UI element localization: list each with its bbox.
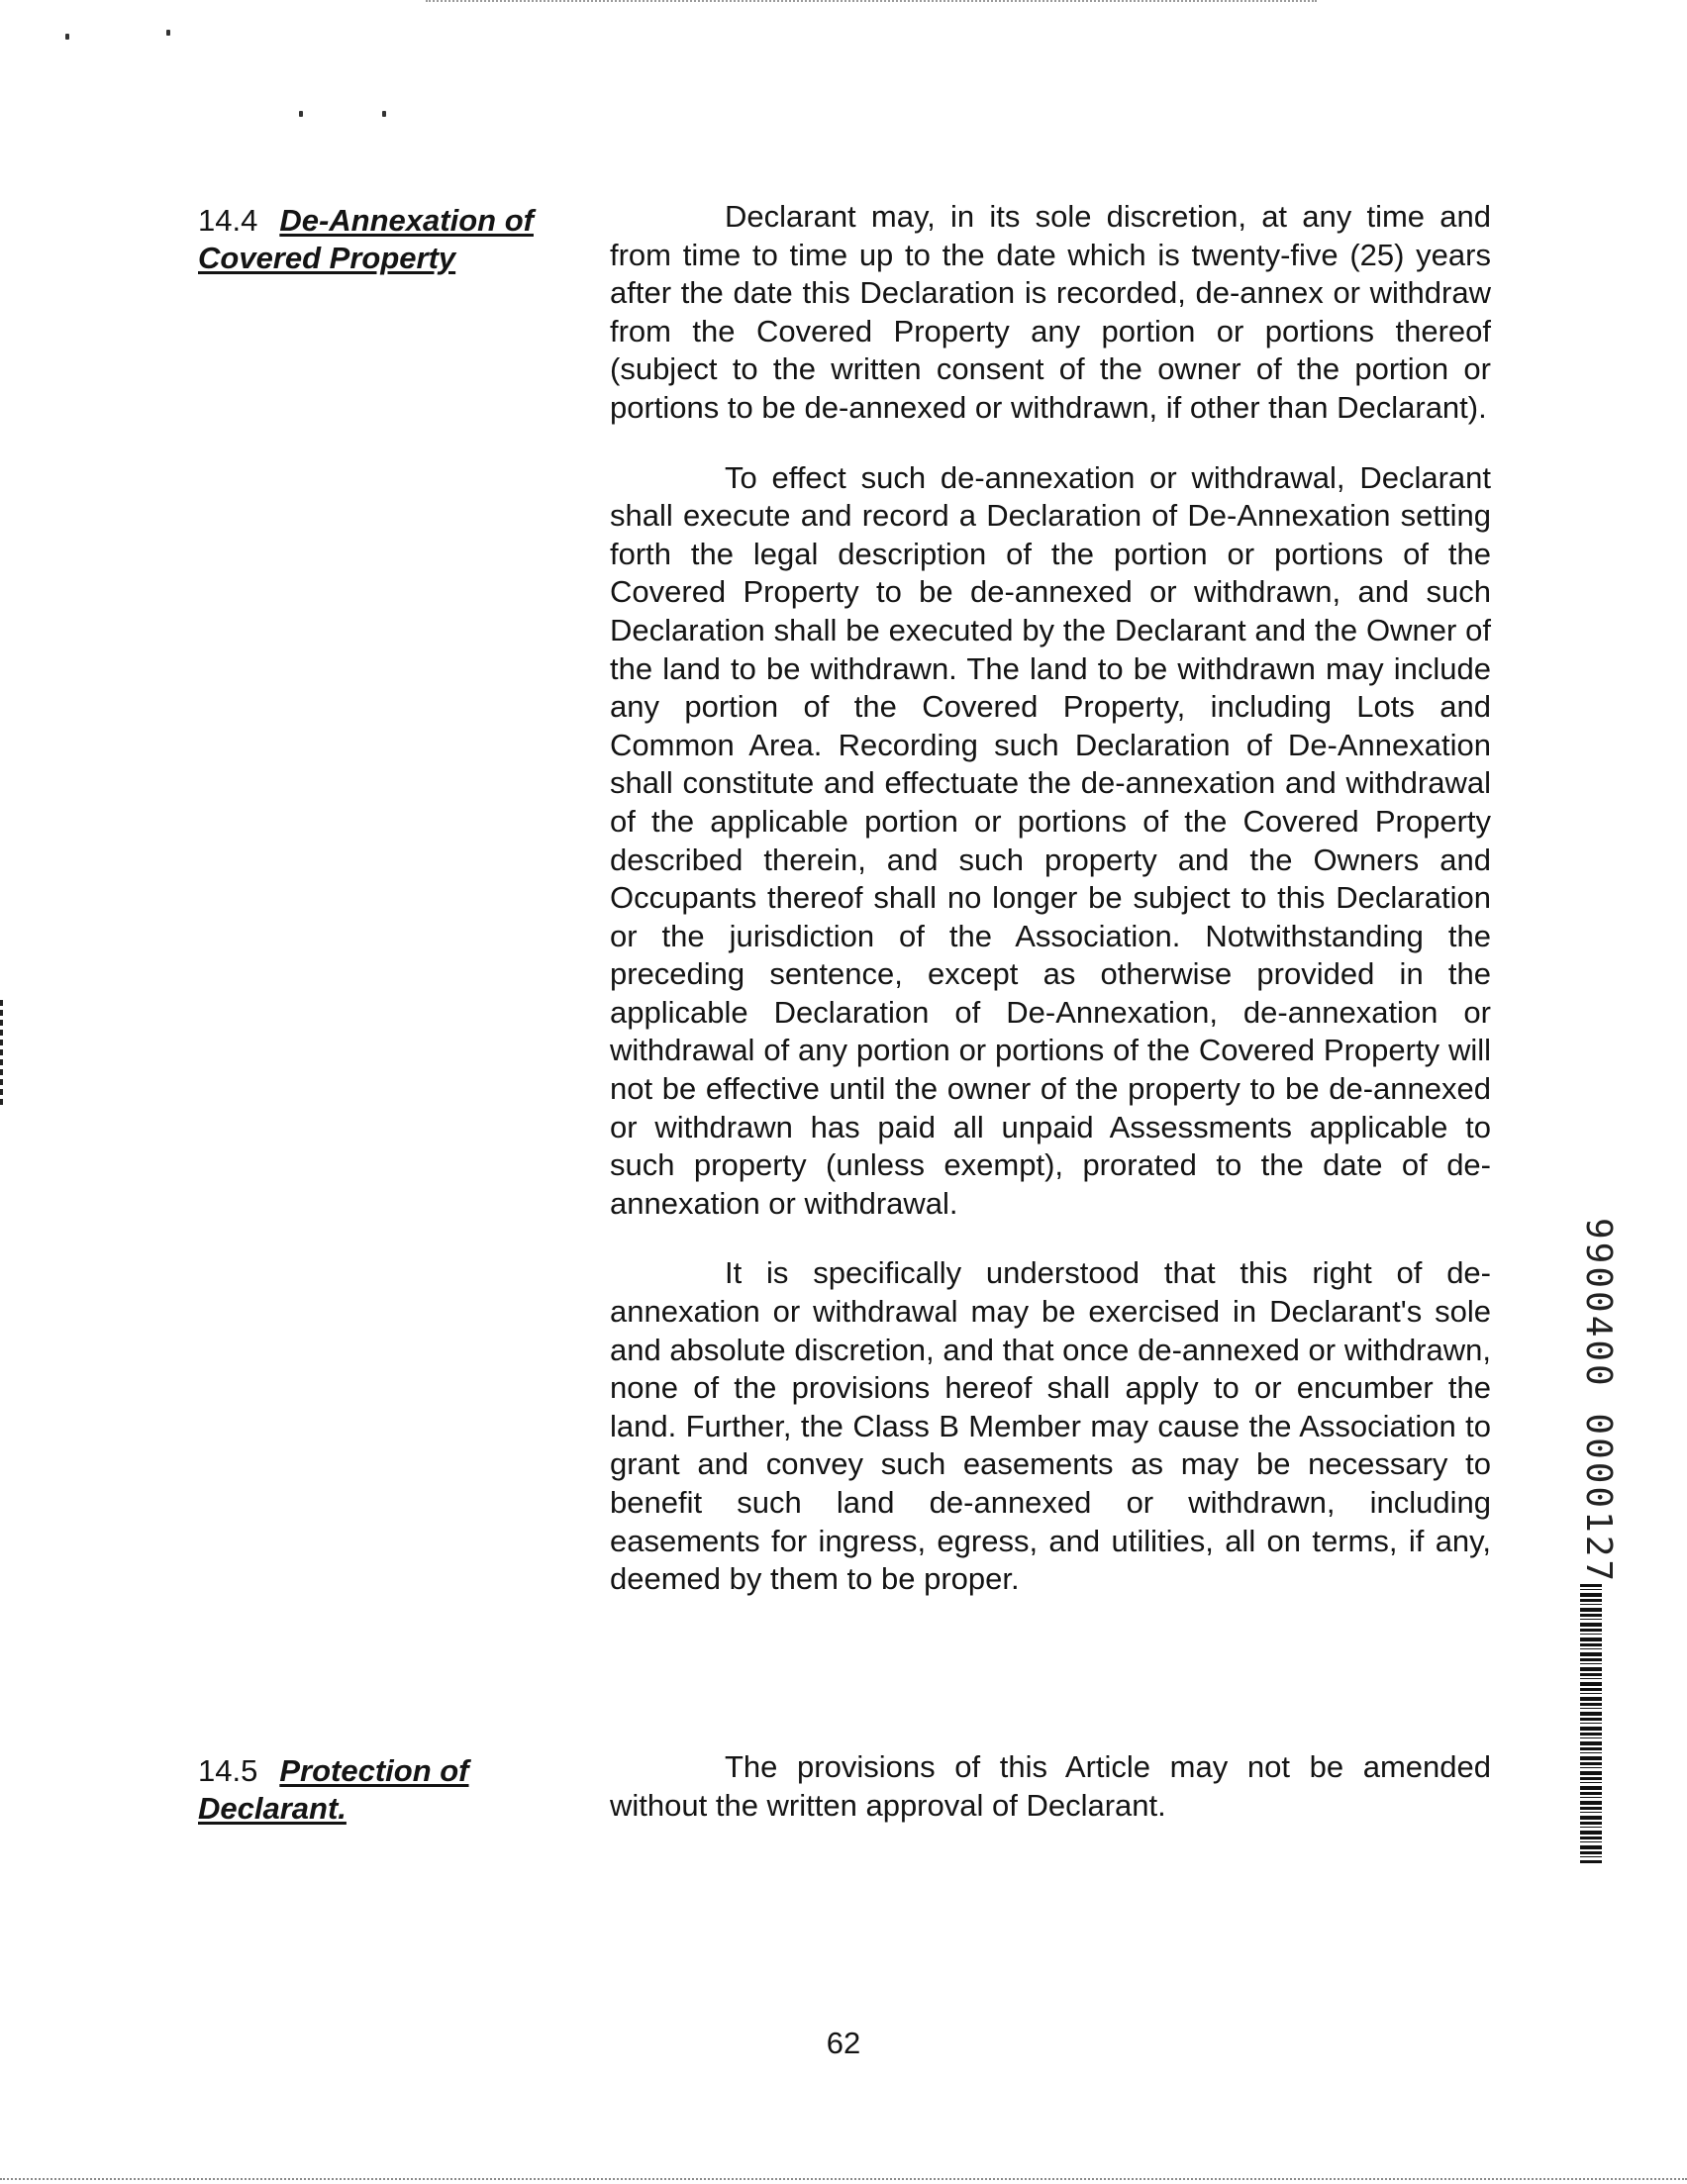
- page-number: 62: [826, 2026, 861, 2060]
- scan-speck: [65, 34, 69, 40]
- paragraph: The provisions of this Article may not be amended without the written approval of Declarant.: [610, 1749, 1491, 1823]
- section-title-line1: Protection of: [279, 1753, 469, 1788]
- recording-stamp: 9900400 0000127: [1578, 1218, 1619, 1585]
- section-14-4-heading: [198, 202, 594, 277]
- scan-speck: [382, 111, 386, 117]
- section-number: 14.4: [198, 203, 258, 238]
- scan-top-border: [426, 0, 1317, 4]
- section-title-line2: Covered Property: [198, 241, 456, 275]
- barcode-mark: [1580, 1584, 1602, 1863]
- section-title-line1: De-Annexation of: [279, 203, 534, 238]
- section-14-5-heading: [198, 1752, 594, 1828]
- scan-bottom-border: [0, 2178, 1687, 2182]
- scan-edge-mark: [0, 1000, 3, 1109]
- paragraph: It is specifically understood that this right of de-annexation or withdrawal may be exercised in Declarant's sole and absolute discretion, and that once de-annexed or withdrawn, none of the provisions hereof shall apply to or encumber the land. Further, the Class B Member may cause the Association to grant and convey such easements as may be necessary to benefit such land de-annexed or withdrawn, including easements for ingress, egress, and utilities, all on terms, if any, deemed by them to be proper.: [610, 1255, 1491, 1597]
- section-number: 14.5: [198, 1753, 258, 1788]
- paragraph: To effect such de-annexation or withdrawal, Declarant shall execute and record a Declaration of De-Annexation setting forth the legal description of the portion or portions of the Covered Property to be de-annexed or withdrawn, and such Declaration shall be executed by the Declarant and the Owner of the land to be withdrawn. The land to be withdrawn may include any portion of the Covered Property, including Lots and Common Area. Recording such Declaration of De-Annexation shall constitute and effectuate the de-annexation and withdrawal of the applicable portion or portions of the Covered Property described therein, and such property and the Owners and Occupants thereof shall no longer be subject to this Declaration or the jurisdiction of the Association. Notwithstanding the preceding sentence, except as otherwise provided in the applicable Declaration of De-Annexation, de-annexation or withdrawal of any portion or portions of the Covered Property will not be effective until the owner of the property to be de-annexed or withdrawn has paid all unpaid Assessments applicable to such property (unless exempt), prorated to the date of de-annexation or withdrawal.: [610, 459, 1491, 1221]
- section-14-4-body: [610, 198, 1491, 1631]
- scan-speck: [166, 30, 170, 36]
- scan-speck: [299, 111, 303, 117]
- section-14-5-body: [610, 1748, 1491, 1856]
- section-title-line2: Declarant.: [198, 1791, 347, 1826]
- paragraph: Declarant may, in its sole discretion, at any time and from time to time up to the date which is twenty-five (25) years after the date this Declaration is recorded, de-annex or withdraw from the Covered Property any portion or portions thereof (subject to the written consent of the owner of the portion or portions to be de-annexed or withdrawn, if other than Declarant).: [610, 199, 1491, 425]
